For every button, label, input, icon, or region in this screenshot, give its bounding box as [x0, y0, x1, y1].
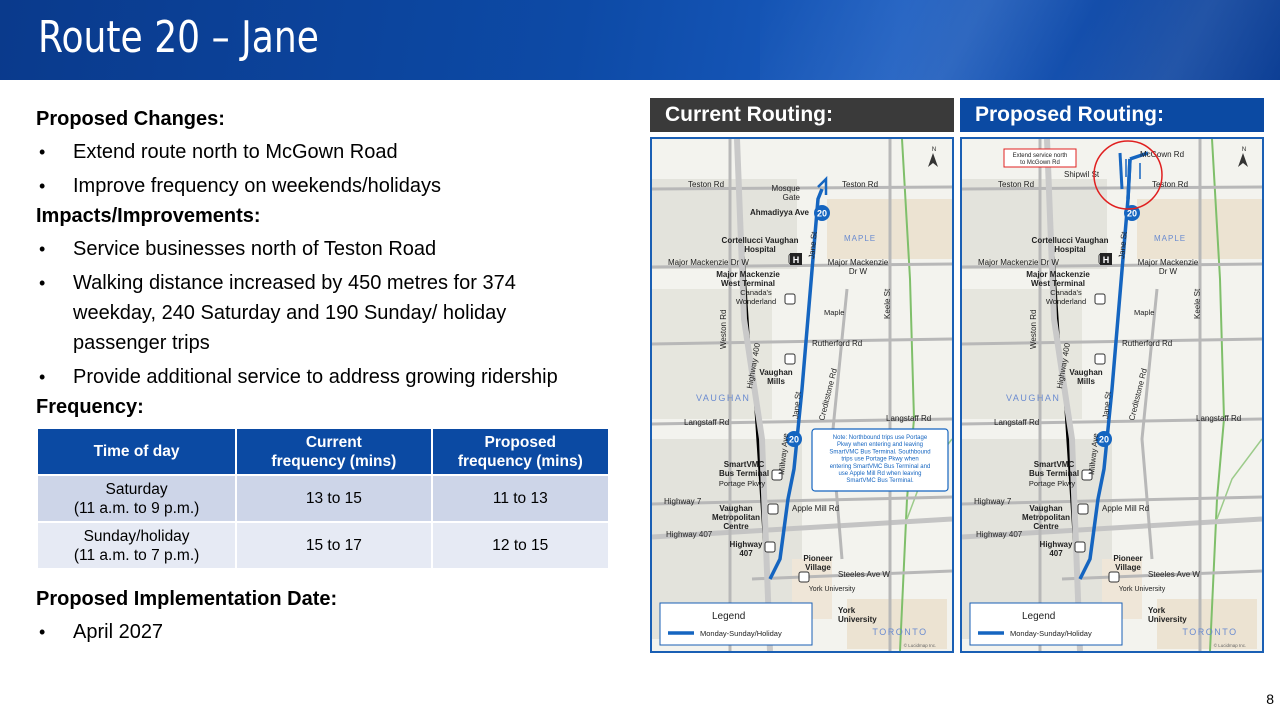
label-highway-407-station: Highway [1039, 540, 1073, 549]
label-pioneer-village: Village [805, 563, 831, 572]
label-highway-407-station: 407 [739, 549, 753, 558]
label-apple-mill-rd: Apple Mill Rd [792, 504, 840, 513]
label-major-mackenzie-east: Major Mackenzie [827, 258, 889, 267]
label-maple-area: MAPLE [844, 234, 877, 243]
label-major-mackenzie-east: Dr W [1158, 267, 1178, 276]
urban-area [847, 599, 947, 649]
label-vaughan-area: VAUGHAN [696, 393, 751, 403]
label-langstaff-rd-west: Langstaff Rd [994, 418, 1040, 427]
label-smartvmc: SmartVMC [723, 460, 765, 469]
list-item: • Provide additional service to address growing ridership [36, 362, 616, 392]
label-portage-pkwy: Portage Pkwy [718, 479, 766, 488]
label-credit: © Lucidmap Inc. [903, 643, 937, 648]
label-highway-407: Highway 407 [666, 530, 713, 539]
label-weston-rd: Weston Rd [719, 309, 728, 349]
label-major-mackenzie-west: Major Mackenzie Dr W [978, 258, 1059, 267]
route-shield-label: 20 [788, 434, 800, 445]
table-cell: 11 to 13 [432, 475, 609, 522]
label-canadas-wonderland: Wonderland [735, 297, 777, 306]
station-icon [785, 354, 795, 364]
label-vmc: Vaughan [1029, 504, 1063, 513]
label-highway-400: Highway 400 [1055, 342, 1073, 390]
label-mm-terminal: Major Mackenzie [716, 270, 780, 279]
label-portage-pkwy: Portage Pkwy [1028, 479, 1076, 488]
route-extension-loop [1120, 153, 1122, 189]
legend-item-label: Monday-Sunday/Holiday [1010, 629, 1092, 638]
label-york-university-station: York University [808, 586, 856, 593]
label-smartvmc: Bus Terminal [718, 469, 770, 478]
header-shine [760, 0, 1280, 80]
legend-box [660, 603, 812, 645]
list-item: • Improve frequency on weekends/holidays [36, 171, 616, 201]
legend-box [970, 603, 1122, 645]
north-arrow-label: N [1241, 147, 1247, 153]
label-millway-ave: Millway Ave [777, 432, 791, 476]
station-icon [1095, 354, 1105, 364]
list-item: • Extend route north to McGown Road [36, 137, 616, 167]
station-icon [1078, 504, 1088, 514]
extension-callout-text: Extend service north [1012, 153, 1068, 159]
implementation-list [36, 617, 616, 647]
station-icon [765, 542, 775, 552]
north-arrow-label: N [931, 147, 937, 153]
label-major-mackenzie-east: Major Mackenzie [1137, 258, 1199, 267]
label-langstaff-rd-west: Langstaff Rd [684, 418, 730, 427]
label-highway-407: Highway 407 [976, 530, 1023, 539]
label-millway-ave: Millway Ave [1087, 432, 1101, 476]
label-weston-rd: Weston Rd [1029, 309, 1038, 349]
label-credit: © Lucidmap Inc. [1213, 643, 1247, 648]
label-apple-mill-rd: Apple Mill Rd [1102, 504, 1150, 513]
page-number: 8 [1266, 691, 1274, 707]
table-cell: 12 to 15 [432, 522, 609, 569]
label-creditstone-rd: Creditstone Rd [817, 367, 839, 422]
label-hospital: Cortellucci Vaughan [721, 236, 799, 245]
column-header: Time of day [37, 428, 236, 475]
label-canadas-wonderland: Canada's [1050, 288, 1082, 297]
label-highway-7: Highway 7 [664, 497, 702, 506]
label-vmc: Centre [1033, 522, 1059, 531]
note-text: SmartVMC Bus Terminal. [846, 478, 914, 485]
table-cell [37, 522, 236, 569]
label-highway-407-station: Highway [729, 540, 763, 549]
label-mm-terminal: Major Mackenzie [1026, 270, 1090, 279]
label-vaughan-mills: Mills [767, 377, 785, 386]
label-highway-400: Highway 400 [745, 342, 763, 390]
route-shield-label: 20 [1126, 208, 1138, 219]
label-mcgown-rd: McGown Rd [1140, 150, 1185, 159]
note-text: SmartVMC Bus Terminal. Southbound [829, 449, 931, 456]
note-text: entering SmartVMC Bus Terminal and [829, 463, 931, 470]
label-teston-rd-west: Teston Rd [688, 180, 725, 189]
legend-title: Legend [712, 611, 746, 622]
label-pioneer-village: Village [1115, 563, 1141, 572]
table-cell: 13 to 15 [236, 475, 431, 522]
route-shield-label: 20 [1098, 434, 1110, 445]
proposed-map [960, 137, 1264, 653]
list-item: • April 2027 [36, 617, 616, 647]
station-icon [1075, 542, 1085, 552]
legend-item-label: Monday-Sunday/Holiday [700, 629, 782, 638]
current-routing-title: Current Routing: [650, 98, 954, 132]
current-map-svg [652, 139, 952, 651]
label-toronto-area: TORONTO [872, 627, 928, 637]
implementation-heading: Proposed Implementation Date: [36, 588, 338, 610]
current-map [650, 137, 954, 653]
impacts-list [36, 234, 616, 392]
label-creditstone-rd: Creditstone Rd [1127, 367, 1149, 422]
table-row [37, 475, 609, 522]
impacts-heading: Impacts/Improvements: [36, 205, 261, 227]
label-steeles-ave: Steeles Ave W [1148, 570, 1200, 579]
station-icon [785, 294, 795, 304]
label-canadas-wonderland: Canada's [740, 288, 772, 297]
label-vmc: Vaughan [719, 504, 753, 513]
label-teston-rd-east: Teston Rd [1152, 180, 1189, 189]
label-york-university: York [1148, 606, 1166, 615]
label-smartvmc: Bus Terminal [1028, 469, 1080, 478]
proposed-map-svg [962, 139, 1262, 651]
list-item: • Service businesses north of Teston Road [36, 234, 616, 264]
label-canadas-wonderland: Wonderland [1045, 297, 1087, 306]
extension-callout-text: to McGown Rd [1020, 160, 1060, 166]
label-pioneer-village: Pioneer [1113, 554, 1143, 563]
table-row [37, 522, 609, 569]
label-hospital: Hospital [1054, 245, 1086, 254]
note-text: Note: Northbound trips use Portage [832, 435, 928, 441]
urban-area [1157, 599, 1257, 649]
proposed-changes-heading: Proposed Changes: [36, 108, 225, 130]
label-vaughan-mills: Mills [1077, 377, 1095, 386]
column-header: Current frequency (mins) [236, 428, 431, 475]
label-mosque-gate: Mosque [771, 184, 800, 193]
label-highway-7: Highway 7 [974, 497, 1012, 506]
label-mm-terminal: West Terminal [721, 279, 775, 288]
label-jane-st-south: Jane St [1101, 391, 1113, 420]
note-text: use Apple Mill Rd when leaving [838, 471, 922, 477]
label-vmc: Metropolitan [1022, 513, 1070, 522]
label-shipwil-st: Shipwil St [1064, 170, 1100, 179]
hospital-icon-letter: H [792, 255, 800, 265]
label-vaughan-area: VAUGHAN [1006, 393, 1061, 403]
station-icon [1109, 572, 1119, 582]
note-text: trips use Portage Pkwy when [841, 456, 919, 463]
time-of-day: Sunday/holiday [83, 527, 190, 545]
frequency-heading: Frequency: [36, 396, 144, 418]
label-maple-area: MAPLE [1154, 234, 1187, 243]
label-smartvmc: SmartVMC [1033, 460, 1075, 469]
label-maple: Maple [824, 308, 845, 317]
label-steeles-ave: Steeles Ave W [838, 570, 890, 579]
label-rutherford-rd: Rutherford Rd [1122, 339, 1173, 348]
label-major-mackenzie-east: Dr W [848, 267, 868, 276]
station-icon [768, 504, 778, 514]
label-highway-407-station: 407 [1049, 549, 1063, 558]
frequency-table [36, 427, 610, 570]
label-york-university: University [838, 615, 877, 624]
legend-title: Legend [1022, 611, 1056, 622]
label-keele-st: Keele St [883, 288, 892, 319]
table-cell [37, 475, 236, 522]
station-icon [1095, 294, 1105, 304]
list-item: • Walking distance increased by 450 metres for 374 weekday, 240 Saturday and 190 Sunday/ holiday passenger trips [36, 268, 596, 358]
table-cell: 15 to 17 [236, 522, 431, 569]
content-column [36, 108, 616, 651]
current-map-panel [650, 98, 954, 132]
label-vmc: Metropolitan [712, 513, 760, 522]
label-teston-rd-west: Teston Rd [998, 180, 1035, 189]
label-ahmadiyya-ave: Ahmadiyya Ave [750, 208, 809, 217]
label-mosque-gate: Gate [782, 193, 800, 202]
label-mm-terminal: West Terminal [1031, 279, 1085, 288]
label-york-university-station: York University [1118, 586, 1166, 593]
label-maple: Maple [1134, 308, 1155, 317]
label-vmc: Centre [723, 522, 749, 531]
slide-header [0, 0, 1280, 80]
time-range: (11 a.m. to 9 p.m.) [73, 499, 200, 517]
urban-area [962, 179, 1107, 269]
proposed-map-panel [960, 98, 1264, 132]
label-toronto-area: TORONTO [1182, 627, 1238, 637]
label-rutherford-rd: Rutherford Rd [812, 339, 863, 348]
label-major-mackenzie-west: Major Mackenzie Dr W [668, 258, 749, 267]
column-header: Proposed frequency (mins) [432, 428, 609, 475]
label-vaughan-mills: Vaughan [1069, 368, 1103, 377]
station-icon [799, 572, 809, 582]
slide-title: Route 20 – Jane [38, 12, 319, 63]
label-york-university: York [838, 606, 856, 615]
label-langstaff-rd-east: Langstaff Rd [1196, 414, 1242, 423]
hospital-icon-letter: H [1102, 255, 1110, 265]
label-keele-st: Keele St [1193, 288, 1202, 319]
label-vaughan-mills: Vaughan [759, 368, 793, 377]
label-teston-rd-east: Teston Rd [842, 180, 879, 189]
time-of-day: Saturday [105, 480, 168, 498]
label-york-university: University [1148, 615, 1187, 624]
label-jane-st-south: Jane St [791, 391, 803, 420]
label-jane-st-north: Jane St [807, 231, 819, 260]
label-hospital: Cortellucci Vaughan [1031, 236, 1109, 245]
proposed-changes-list [36, 137, 616, 201]
label-hospital: Hospital [744, 245, 776, 254]
label-jane-st-north: Jane St [1117, 231, 1129, 260]
route-shield-label: 20 [816, 208, 828, 219]
proposed-routing-title: Proposed Routing: [960, 98, 1264, 132]
label-langstaff-rd-east: Langstaff Rd [886, 414, 932, 423]
label-pioneer-village: Pioneer [803, 554, 833, 563]
time-range: (11 a.m. to 7 p.m.) [73, 546, 200, 564]
table-header-row [37, 428, 609, 475]
note-text: Pkwy when entering and leaving [836, 442, 924, 449]
